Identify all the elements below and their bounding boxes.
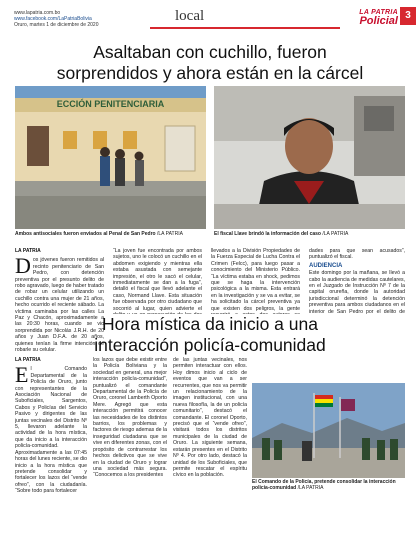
brand-logo bbox=[338, 8, 398, 26]
brand-top: LA PATRIA bbox=[359, 9, 398, 16]
article2-col1-text: l Comando Departamental de la Policía de Oruro, junto con representantes de la Asociación Nacional de Suboficiales, Sargentos, Cabos y Policías del Servicio Pasivo y dirigentes de las juntas vecinales del Distrito Nº 5, llevaron adelante la actividad de la hora mística, que da inicio a la interacción policía-comunidad. Aproximadamente a las 07:45 horas del lunes reciente, se dio inicio a la hora mística que pretende consolidar y fortalecer los lazos del “vende ofreo”, con la ciudadanía. “Sobre todo para fortalecer bbox=[15, 366, 87, 495]
photo3-caption bbox=[252, 479, 405, 491]
photo3-caption-text: El Comando de la Policía, pretende consolidar la interacción policía-comunidad bbox=[252, 479, 396, 491]
article2-headline bbox=[10, 314, 410, 356]
article1-col2-text: “La joven fue encontrada por ambos sujetos, uno le colocó un cuchillo en el abdomen exigiendo y mientras ella estaba asustada con semejante impresión, el otro le sacó el celular, inmediatamente se dan a la fuga”, detalló el fiscal que llevó adelante el caso, Normand Llave. Esta situación fue observada por otro ciudadano que socorrió al lugar, quien advierte el bbox=[113, 248, 202, 312]
fiscal-photo bbox=[214, 86, 405, 229]
section-rule bbox=[150, 27, 340, 29]
photo3-credit: /LA PATRIA bbox=[297, 485, 324, 491]
section-label: local bbox=[175, 8, 205, 24]
penal-photo bbox=[15, 86, 206, 229]
article1-headline bbox=[10, 42, 410, 84]
article2-headline-line2: interacción policía-comunidad bbox=[94, 335, 326, 355]
ceremony-photo-image bbox=[252, 383, 405, 478]
article1-col1-text: os jóvenes fueron remitidos al recinto penitenciario de San Pedro, con detención preventiva por el presunto delito de robo agravado, luego de haber tratado de robar un celular utilizando un cuchillo contra una mujer de 21 años, hecho ocurrido el reciente sábado. La víctima caminaba por las calles La Paz y Chacón, aproximadamente a las 20:30 horas, cuando se vio sorprendida por Nicolás J.R.H. de 20 años y Juan D.F.A. de 20 años, quienes tenían la firme intención de robarle su celular. bbox=[15, 257, 104, 354]
article2-kicker: LA PATRIA bbox=[15, 357, 41, 363]
article2-col2-text: los lazos que debe existir entre la Policía Boliviana y la sociedad en general, una mejor interacción policía-comunidad”, puntualizó el comandante Departamental de la Policía de Oruro, coronel Lamberth Oporto Mere. Agregó que esta interacción permitirá conocer las necesidades de los distintos barrios, los problemas y factores de riesgo ademas de la inseguridad ciudadana que se vive en diferentes zonas, con el propósito de contrarrestar los hechos delictivos que se vive en la ciudad de Oruro y lograr una sociedad más segura. “Conocemos a los presidentes bbox=[93, 357, 167, 479]
article2-headline-line1: Hora mística da inicio a una bbox=[102, 314, 318, 334]
photo2-credit: /LA PATRIA bbox=[322, 231, 349, 237]
photo1-credit: /LA PATRIA bbox=[157, 231, 183, 237]
article1-subhead: AUDIENCIA bbox=[309, 262, 343, 269]
article2-col3-text: de las juntas vecinales, nos permiten interactuar con ellos. Hoy dimos inicio al ciclo de eventos que van a ser recurrentes, que nos va permitir un relacionamiento de la imagen institucional, con una nueva filosofía, la de un policía comunitario”, destacó el comandante. El coronel Oporto, precisó que el “vende ofreo”, visitará todos los distritos municipales de la ciudad de Oruro. La siguiente semana, estarán presentes en el Distrito Nº 4. Por otro lado, destacó la unidad de los Suboficiales, que permite rescatar el espíritu cívico en la población. bbox=[173, 357, 247, 479]
photo2-caption-text: El fiscal Llave brindó la información del caso bbox=[214, 231, 321, 237]
brand-section: Policial bbox=[359, 15, 398, 27]
article2-column-3 bbox=[173, 357, 247, 532]
photo1-caption bbox=[15, 231, 205, 237]
article2-column-2 bbox=[93, 357, 167, 532]
photo2-caption bbox=[214, 231, 404, 237]
article1-headline-line1: Asaltaban con cuchillo, fueron bbox=[93, 42, 327, 62]
article1-column-3 bbox=[211, 248, 300, 314]
article2-dropcap: E bbox=[15, 362, 29, 388]
website-link[interactable]: www.lapatria.com.bo bbox=[14, 10, 61, 16]
page-header bbox=[0, 0, 420, 32]
article1-column-2 bbox=[113, 248, 202, 314]
ceremony-photo bbox=[252, 383, 405, 523]
header-info bbox=[14, 10, 99, 28]
article1-col3-text: llevados a la División Propiedades de la Fuerza Especial de Lucha Contra el Crimen (Felcc), para luego pasar a conocimiento del Ministerio Público. “La víctima estaba en shock, pedimos que se haga la intervención psicológica a la misma. Esta entrará en la investigación y se va a evitar, se ha solicitado la cárcel preventiva ya que existen dos peligros, la gente bbox=[211, 248, 300, 312]
facebook-link[interactable]: www.facebook.com/LaPatriaBolivia bbox=[14, 16, 92, 22]
article1-dropcap: D bbox=[15, 253, 31, 279]
article1-column-4 bbox=[309, 248, 405, 314]
article1-col4b-text: Este domingo por la mañana, se llevó a cabo la audiencia de medidas cautelares, en el Juzgado de Instrucción Nº 7 de la capital orureña, donde la autoridad jurisdiccional determinó la detención preventiva para ambos ciudadanos en el interior de San Pedro por el delito de bbox=[309, 270, 405, 314]
article2-column-1 bbox=[15, 357, 87, 532]
fiscal-photo-image bbox=[214, 86, 405, 229]
article1-headline-line2: sorprendidos y ahora están en la cárcel bbox=[56, 63, 364, 83]
photo1-caption-text: Ambos antisociales fueron enviados al Penal de San Pedro bbox=[15, 231, 156, 237]
article1-col4-text: dades para que sean acusados”, puntualizó el fiscal. bbox=[309, 248, 405, 261]
dateline: Oruro, martes 1 de diciembre de 2020 bbox=[14, 22, 99, 28]
page-number: 3 bbox=[400, 7, 416, 25]
penal-sign: ECCIÓN PENITENCIARIA bbox=[56, 99, 165, 109]
article1-kicker: LA PATRIA bbox=[15, 248, 41, 254]
